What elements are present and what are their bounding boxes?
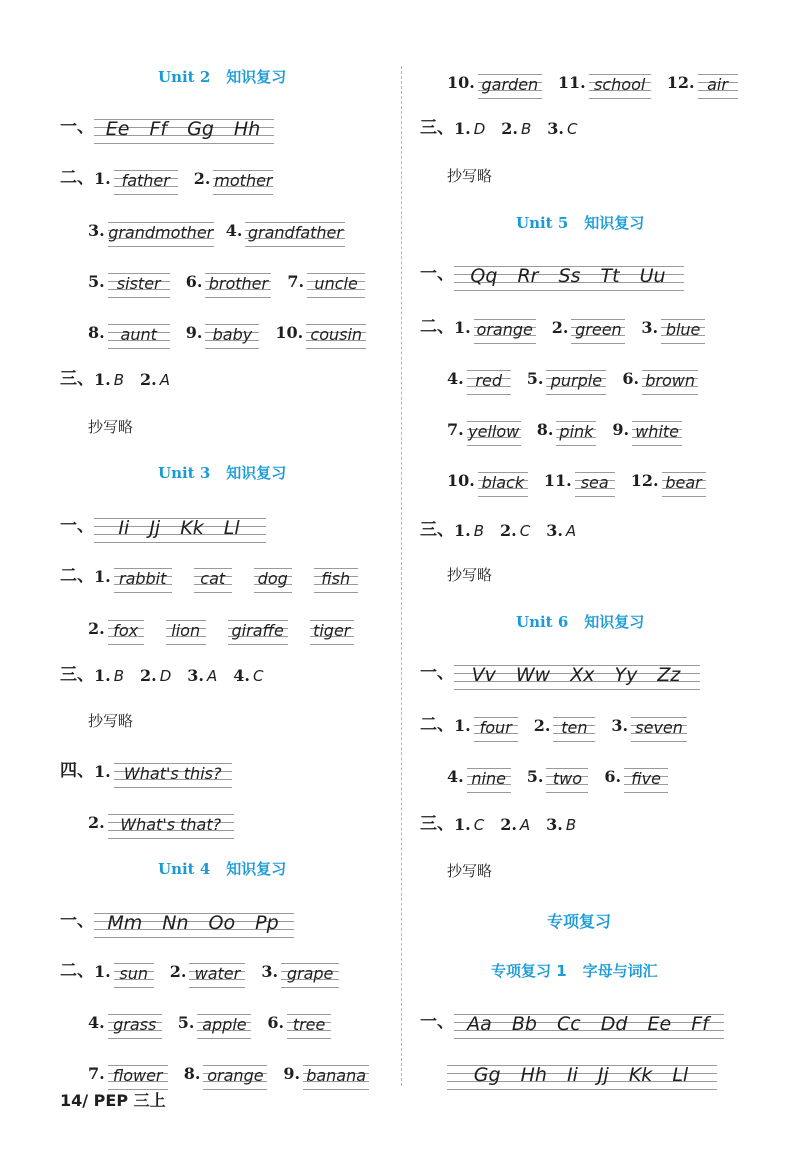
unit2-section3: 三、 1. B 2. A (60, 369, 170, 389)
unit3-section3: 三、 1. B 2. D 3. A 4. C (60, 665, 264, 685)
page-footer: 14/ PEP 三上 (60, 1091, 166, 1110)
answer-letters: Ee Ff Gg Hh (94, 113, 274, 145)
answer-word: brother (205, 267, 271, 299)
special-review-1-title: 专项复习 1 字母与词汇 (491, 962, 658, 980)
answer-word: banana (303, 1059, 369, 1091)
answer-word: purple (546, 364, 606, 396)
answer-word: water (189, 957, 245, 989)
answer-word: yellow (467, 415, 521, 447)
unit3-section4-row1: 四、 1. What's this? (60, 749, 232, 789)
answer-word: green (571, 313, 625, 345)
answer-word: baby (205, 318, 259, 350)
answer-word: tree (287, 1008, 331, 1040)
unit3-section2-row1: 二、 1. rabbit cat dog fish (60, 554, 358, 594)
unit2-section2-row1: 二、 1. father 2. mother (60, 156, 273, 196)
answer-word: aunt (108, 318, 170, 350)
answer-word: two (546, 762, 588, 794)
answer-word: ten (553, 711, 595, 743)
unit4-section3: 三、 1. D 2. B 3. C (420, 118, 578, 138)
unit4-title: Unit 4 知识复习 (158, 860, 287, 878)
special-section1-row2 (447, 1051, 717, 1091)
answer-word: dog (254, 562, 292, 594)
unit4-section2-row1: 二、 1. sun 2. water 3. grape (60, 949, 339, 989)
unit6-section1: 一、 Vv Ww Xx Yy Zz (420, 651, 700, 691)
answer-word: grass (108, 1008, 162, 1040)
unit3-section4-row2: 2. What's that? (88, 800, 234, 840)
unit2-section2-row3: 5. sister 6. brother 7. uncle (88, 259, 365, 299)
answer-letters: Ii Jj Kk Ll (94, 512, 266, 544)
answer-word: blue (661, 313, 705, 345)
copy-omitted-note: 抄写略 (88, 418, 134, 436)
answer-word: nine (467, 762, 511, 794)
unit5-section2-row4: 10. black 11. sea 12. bear (447, 458, 706, 498)
answer-word: brown (642, 364, 698, 396)
unit5-section2-row1: 二、 1. orange 2. green 3. blue (420, 305, 705, 345)
unit4-section1: 一、 Mm Nn Oo Pp (60, 899, 294, 939)
answer-word: orange (474, 313, 536, 345)
answer-word: four (474, 711, 518, 743)
answer-word: air (698, 68, 738, 100)
answer-letters: Gg Hh Ii Jj Kk Ll (447, 1059, 717, 1091)
unit4-section2-row4: 10. garden 11. school 12. air (447, 60, 738, 100)
answer-word: grandfather (245, 216, 345, 248)
copy-omitted-note: 抄写略 (88, 712, 134, 730)
answer-letters: Vv Ww Xx Yy Zz (454, 659, 700, 691)
unit3-title: Unit 3 知识复习 (158, 464, 287, 482)
unit6-title: Unit 6 知识复习 (516, 613, 645, 631)
copy-omitted-note: 抄写略 (447, 167, 493, 185)
unit2-section2-row2: 3. grandmother 4. grandfather (88, 208, 345, 248)
answer-word: rabbit (114, 562, 172, 594)
answer-word: uncle (307, 267, 365, 299)
copy-omitted-note: 抄写略 (447, 862, 493, 880)
unit5-title: Unit 5 知识复习 (516, 214, 645, 232)
answer-word: cat (194, 562, 232, 594)
unit2-title: Unit 2 知识复习 (158, 68, 287, 86)
answer-sentence: What's that? (108, 808, 234, 840)
unit6-section2-row1: 二、 1. four 2. ten 3. seven (420, 703, 687, 743)
answer-word: white (632, 415, 682, 447)
answer-word: pink (556, 415, 596, 447)
answer-word: sea (575, 466, 615, 498)
answer-word: black (478, 466, 528, 498)
unit5-section2-row2: 4. red 5. purple 6. brown (447, 356, 698, 396)
answer-word: red (467, 364, 511, 396)
unit6-section2-row2: 4. nine 5. two 6. five (447, 754, 668, 794)
answer-word: apple (197, 1008, 251, 1040)
answer-word: mother (213, 164, 273, 196)
unit5-section3: 三、 1. B 2. C 3. A (420, 520, 577, 540)
answer-word: cousin (306, 318, 366, 350)
answer-letters: Mm Nn Oo Pp (94, 907, 294, 939)
special-review-title: 专项复习 (547, 912, 612, 931)
answer-sentence: What's this? (114, 757, 232, 789)
answer-word: fish (314, 562, 358, 594)
unit5-section2-row3: 7. yellow 8. pink 9. white (447, 407, 682, 447)
answer-word: school (589, 68, 651, 100)
answer-word: sister (108, 267, 170, 299)
answer-word: giraffe (228, 614, 288, 646)
answer-word: fox (108, 614, 144, 646)
answer-word: grape (281, 957, 339, 989)
answer-letters: Aa Bb Cc Dd Ee Ff (454, 1008, 724, 1040)
unit6-section3: 三、 1. C 2. A 3. B (420, 814, 577, 834)
answer-word: garden (478, 68, 542, 100)
answer-word: bear (662, 466, 706, 498)
answer-word: sun (114, 957, 154, 989)
answer-word: seven (631, 711, 687, 743)
answer-word: lion (166, 614, 206, 646)
unit4-section2-row3: 7. flower 8. orange 9. banana (88, 1051, 369, 1091)
answer-word: grandmother (108, 216, 214, 248)
answer-letters: Qq Rr Ss Tt Uu (454, 260, 684, 292)
answer-word: orange (203, 1059, 267, 1091)
special-section1-row1: 一、 Aa Bb Cc Dd Ee Ff (420, 1000, 724, 1040)
unit5-section1: 一、 Qq Rr Ss Tt Uu (420, 252, 684, 292)
unit2-section2-row4: 8. aunt 9. baby 10. cousin (88, 310, 366, 350)
copy-omitted-note: 抄写略 (447, 566, 493, 584)
answer-word: tiger (310, 614, 354, 646)
unit2-section1: 一、 Ee Ff Gg Hh (60, 105, 274, 145)
unit3-section2-row2: 2. fox lion giraffe tiger (88, 606, 354, 646)
answer-word: five (624, 762, 668, 794)
unit3-section1: 一、 Ii Jj Kk Ll (60, 504, 266, 544)
answer-word: flower (108, 1059, 168, 1091)
unit4-section2-row2: 4. grass 5. apple 6. tree (88, 1000, 331, 1040)
answer-word: father (114, 164, 178, 196)
column-divider (401, 66, 402, 1086)
